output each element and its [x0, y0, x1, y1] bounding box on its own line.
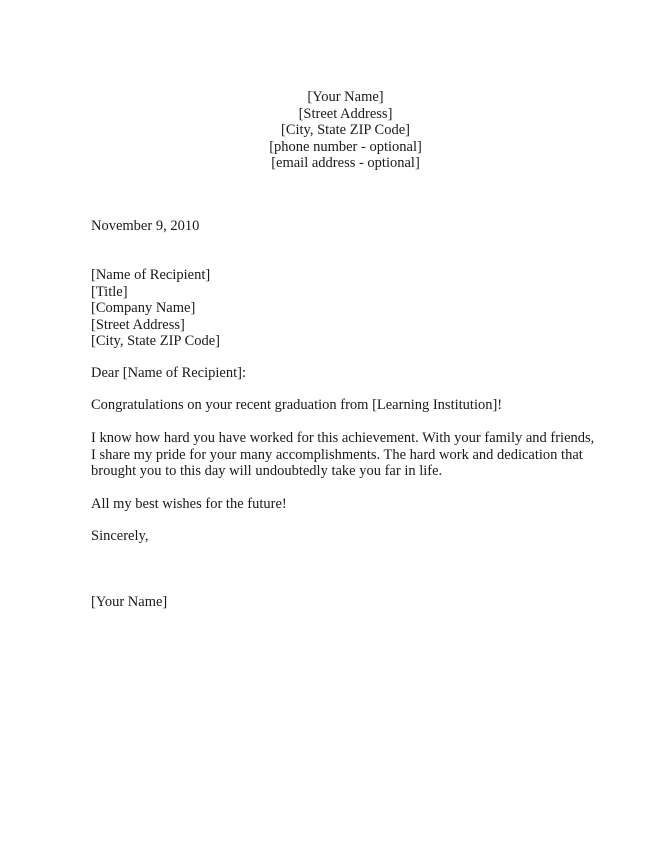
- sender-email: [email address - optional]: [271, 155, 420, 171]
- paragraph-line: Congratulations on your recent graduation from [Learning Institution]!: [91, 397, 503, 413]
- recipient-title: [Title]: [91, 283, 128, 300]
- recipient-company: [Company Name]: [91, 300, 196, 316]
- paragraph-achievement: [91, 430, 594, 480]
- paragraph-line: I share my pride for your many accomplishments. The hard work and dedication that: [91, 446, 583, 463]
- paragraph-best-wishes: [91, 496, 287, 513]
- sender-street: [Street Address]: [298, 105, 393, 122]
- recipient-address-block: [91, 267, 220, 350]
- paragraph-line: All my best wishes for the future!: [91, 496, 287, 512]
- closing: Sincerely,: [91, 528, 149, 544]
- salutation: Dear [Name of Recipient]:: [91, 365, 246, 381]
- paragraph-line: brought you to this day will undoubtedly take you far in life.: [91, 463, 443, 479]
- sender-city: [City, State ZIP Code]: [280, 122, 410, 138]
- sender-address-block: [0, 89, 671, 172]
- letter-date: November 9, 2010: [91, 218, 200, 234]
- recipient-name: [Name of Recipient]: [91, 267, 211, 283]
- paragraph-line: I know how hard you have worked for this achievement. With your family and friends,: [91, 430, 595, 446]
- recipient-city: [City, State ZIP Code]: [91, 333, 221, 349]
- sender-name: [Your Name]: [307, 89, 384, 105]
- sender-phone: [phone number - optional]: [269, 138, 422, 155]
- signature-name: [Your Name]: [91, 594, 168, 610]
- recipient-street: [Street Address]: [91, 316, 185, 333]
- paragraph-congratulations: [91, 397, 502, 414]
